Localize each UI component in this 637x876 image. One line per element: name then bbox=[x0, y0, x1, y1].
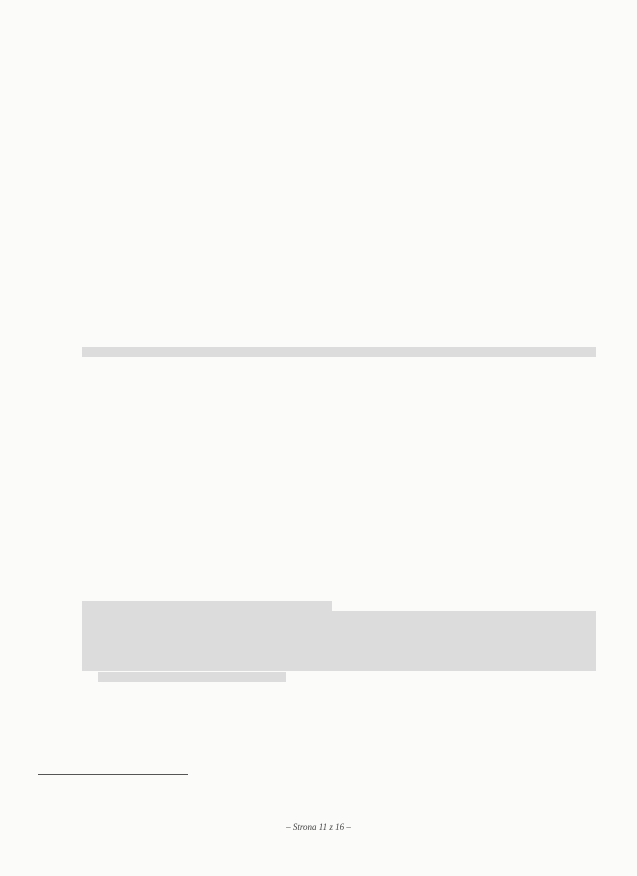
page-footer: – Strona 11 z 16 – bbox=[286, 822, 351, 832]
highlight-item-13 bbox=[82, 347, 596, 357]
highlight-bullet-1 bbox=[98, 672, 286, 682]
highlight-item-16-body bbox=[82, 611, 596, 671]
footnote-rule bbox=[38, 774, 188, 775]
highlight-item-16 bbox=[82, 601, 332, 611]
